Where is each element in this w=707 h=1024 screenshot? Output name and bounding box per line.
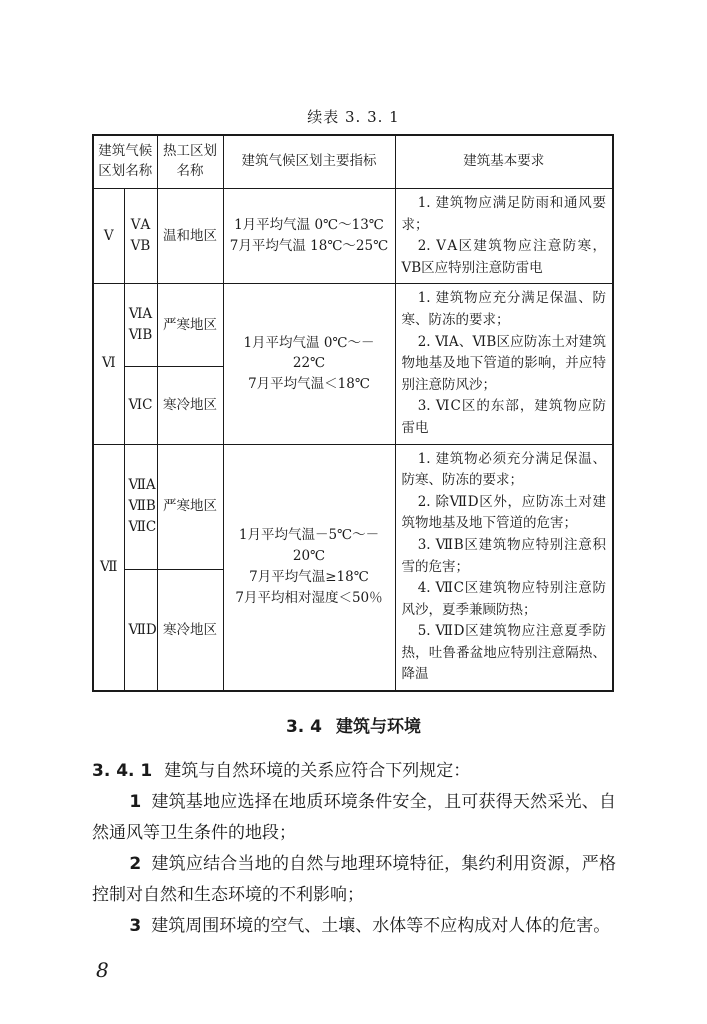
table-row [93, 444, 613, 570]
header-basic-requirements: 建筑基本要求 [395, 135, 613, 189]
thermal-zone-cell: 寒冷地区 [157, 366, 223, 444]
table-row [93, 189, 613, 284]
requirements-cell: 1. 建筑物应满足防雨和通风要求； 2. ⅤA区建筑物应注意防寒，ⅤB区应特别注意防雷电 [395, 189, 613, 284]
thermal-zone-cell: 温和地区 [157, 189, 223, 284]
item-number: 2 [129, 854, 142, 874]
clause-item [92, 911, 616, 942]
clause-block [92, 756, 616, 942]
index-cell: 1月平均气温－5℃～－20℃ 7月平均气温≥18℃ 7月平均相对湿度＜50％ [223, 444, 395, 691]
thermal-zone-cell: 严寒地区 [157, 444, 223, 570]
clause-item [92, 849, 616, 911]
item-number: 3 [129, 916, 142, 936]
item-number: 1 [129, 792, 142, 812]
page-number: 8 [96, 958, 109, 982]
header-main-index: 建筑气候区划主要指标 [223, 135, 395, 189]
region-cell: Ⅵ [93, 284, 124, 444]
subregion-cell: ⅥA ⅥB [124, 284, 157, 366]
section-number: 3. 4 [285, 717, 323, 737]
header-zone-name: 建筑气候区划名称 [93, 135, 157, 189]
subregion-cell: ⅤA ⅤB [124, 189, 157, 284]
header-thermal-zone: 热工区划名称 [157, 135, 223, 189]
region-cell: Ⅶ [93, 444, 124, 691]
item-text: 建筑周围环境的空气、土壤、水体等不应构成对人体的危害。 [151, 916, 611, 936]
section-title: 建筑与环境 [336, 717, 422, 737]
table-header-row [93, 135, 613, 189]
subregion-cell: ⅦA ⅦB ⅦC [124, 444, 157, 570]
requirements-cell: 1. 建筑物应充分满足保温、防寒、防冻的要求； 2. ⅥA、ⅥB区应防冻土对建筑物地基及地下管道的影响，并应特别注意防风沙； 3. ⅥC区的东部，建筑物应防雷电 [395, 284, 613, 444]
region-cell: Ⅴ [93, 189, 124, 284]
item-text: 建筑应结合当地的自然与地理环境特征，集约利用资源，严格控制对自然和生态环境的不利影响； [92, 854, 616, 905]
table-caption: 续表 3. 3. 1 [307, 108, 400, 126]
thermal-zone-cell: 严寒地区 [157, 284, 223, 366]
climate-zone-table [92, 134, 614, 692]
clause-intro-text: 建筑与自然环境的关系应符合下列规定： [164, 761, 471, 781]
index-cell: 1月平均气温 0℃～13℃ 7月平均气温 18℃～25℃ [223, 189, 395, 284]
table-row [93, 284, 613, 366]
clause-number: 3. 4. 1 [92, 761, 153, 781]
item-text: 建筑基地应选择在地质环境条件安全，且可获得天然采光、自然通风等卫生条件的地段； [92, 792, 616, 843]
clause-intro [92, 756, 616, 787]
subregion-cell: ⅦD [124, 570, 157, 692]
index-cell: 1月平均气温 0℃～－22℃ 7月平均气温＜18℃ [223, 284, 395, 444]
clause-item [92, 787, 616, 849]
subregion-cell: ⅥC [124, 366, 157, 444]
requirements-cell: 1. 建筑物必须充分满足保温、防寒、防冻的要求； 2. 除ⅦD区外，应防冻土对建筑物地基及地下管道的危害； 3. ⅦB区建筑物应特别注意积雪的危害； 4. ⅦC区建筑物应特别注意防风沙，夏季兼顾防热； 5. ⅦD区建筑物应注意夏季防热，吐鲁番盆地应特别注意隔热、降温 [395, 444, 613, 691]
section-heading [0, 712, 707, 737]
thermal-zone-cell: 寒冷地区 [157, 570, 223, 692]
